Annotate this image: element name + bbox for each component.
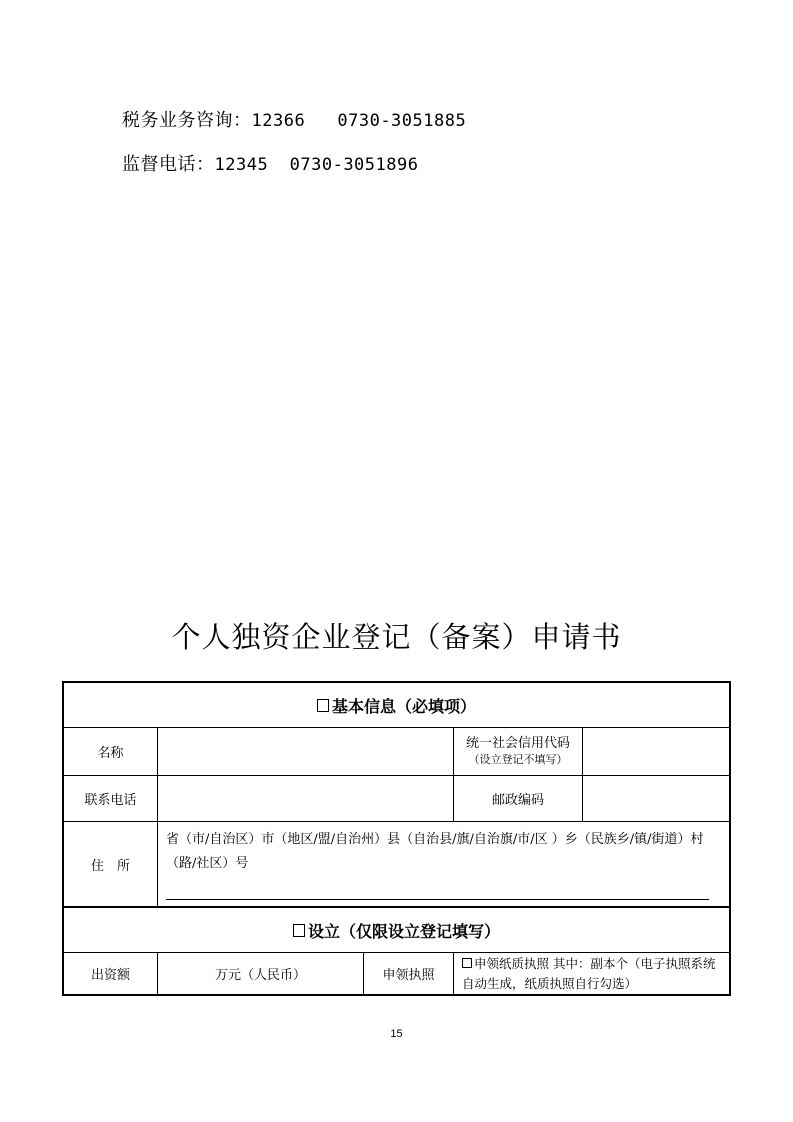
name-row	[64, 728, 729, 776]
supervision-numbers: 12345 0730-3051896	[214, 155, 419, 175]
name-label: 名称	[97, 746, 124, 761]
setup-header-row	[64, 908, 729, 953]
address-input[interactable]	[157, 822, 729, 906]
setup-checkbox[interactable]	[293, 924, 305, 937]
tax-consult-label: 税务业务咨询：	[122, 110, 252, 131]
capital-input[interactable]	[157, 953, 363, 994]
postcode-input[interactable]	[582, 776, 729, 821]
credit-code-note: （设立登记不填写）	[468, 752, 568, 766]
capital-row	[64, 953, 729, 994]
credit-code-label-cell	[453, 728, 582, 775]
basic-info-checkbox[interactable]	[317, 699, 329, 712]
basic-info-title: 基本信息（必填项）	[331, 696, 476, 716]
tax-consult-numbers: 12366 0730-3051885	[251, 111, 467, 131]
capital-unit: 万元（人民币）	[214, 968, 306, 983]
license-label: 申领执照	[363, 953, 453, 994]
basic-info-header	[64, 683, 729, 727]
tax-consult-line	[122, 106, 466, 132]
credit-code-label: 统一社会信用代码	[465, 736, 570, 752]
address-underline	[166, 899, 709, 900]
setup-title: 设立（仅限设立登记填写）	[307, 921, 500, 941]
address-label: 住 所	[90, 858, 130, 874]
postcode-label: 邮政编码	[453, 776, 582, 821]
application-form	[62, 681, 731, 996]
basic-info-header-row	[64, 683, 729, 728]
page-number: 15	[390, 1028, 403, 1040]
phone-row	[64, 776, 729, 822]
setup-header	[64, 908, 729, 952]
license-option-text: 申领纸质执照 其中：副本个（电子执照系统自动生成，纸质执照自行勾选）	[462, 955, 716, 991]
supervision-label: 监督电话：	[122, 154, 215, 175]
phone-input[interactable]	[157, 776, 453, 821]
paper-license-checkbox[interactable]	[462, 958, 472, 968]
supervision-line	[122, 150, 418, 176]
form-title: 个人独资企业登记（备案）申请书	[171, 620, 622, 654]
credit-code-input[interactable]	[582, 728, 729, 775]
address-template: 省（市/自治区）市（地区/盟/自治州）县（自治县/旗/自治旗/市/区 ）乡（民族乡/镇/街道）村（路/社区）号	[166, 832, 704, 871]
capital-label: 出资额	[90, 968, 130, 983]
license-option-cell	[453, 953, 729, 994]
phone-label: 联系电话	[84, 793, 137, 808]
name-input[interactable]	[157, 728, 453, 775]
address-row	[64, 822, 729, 908]
